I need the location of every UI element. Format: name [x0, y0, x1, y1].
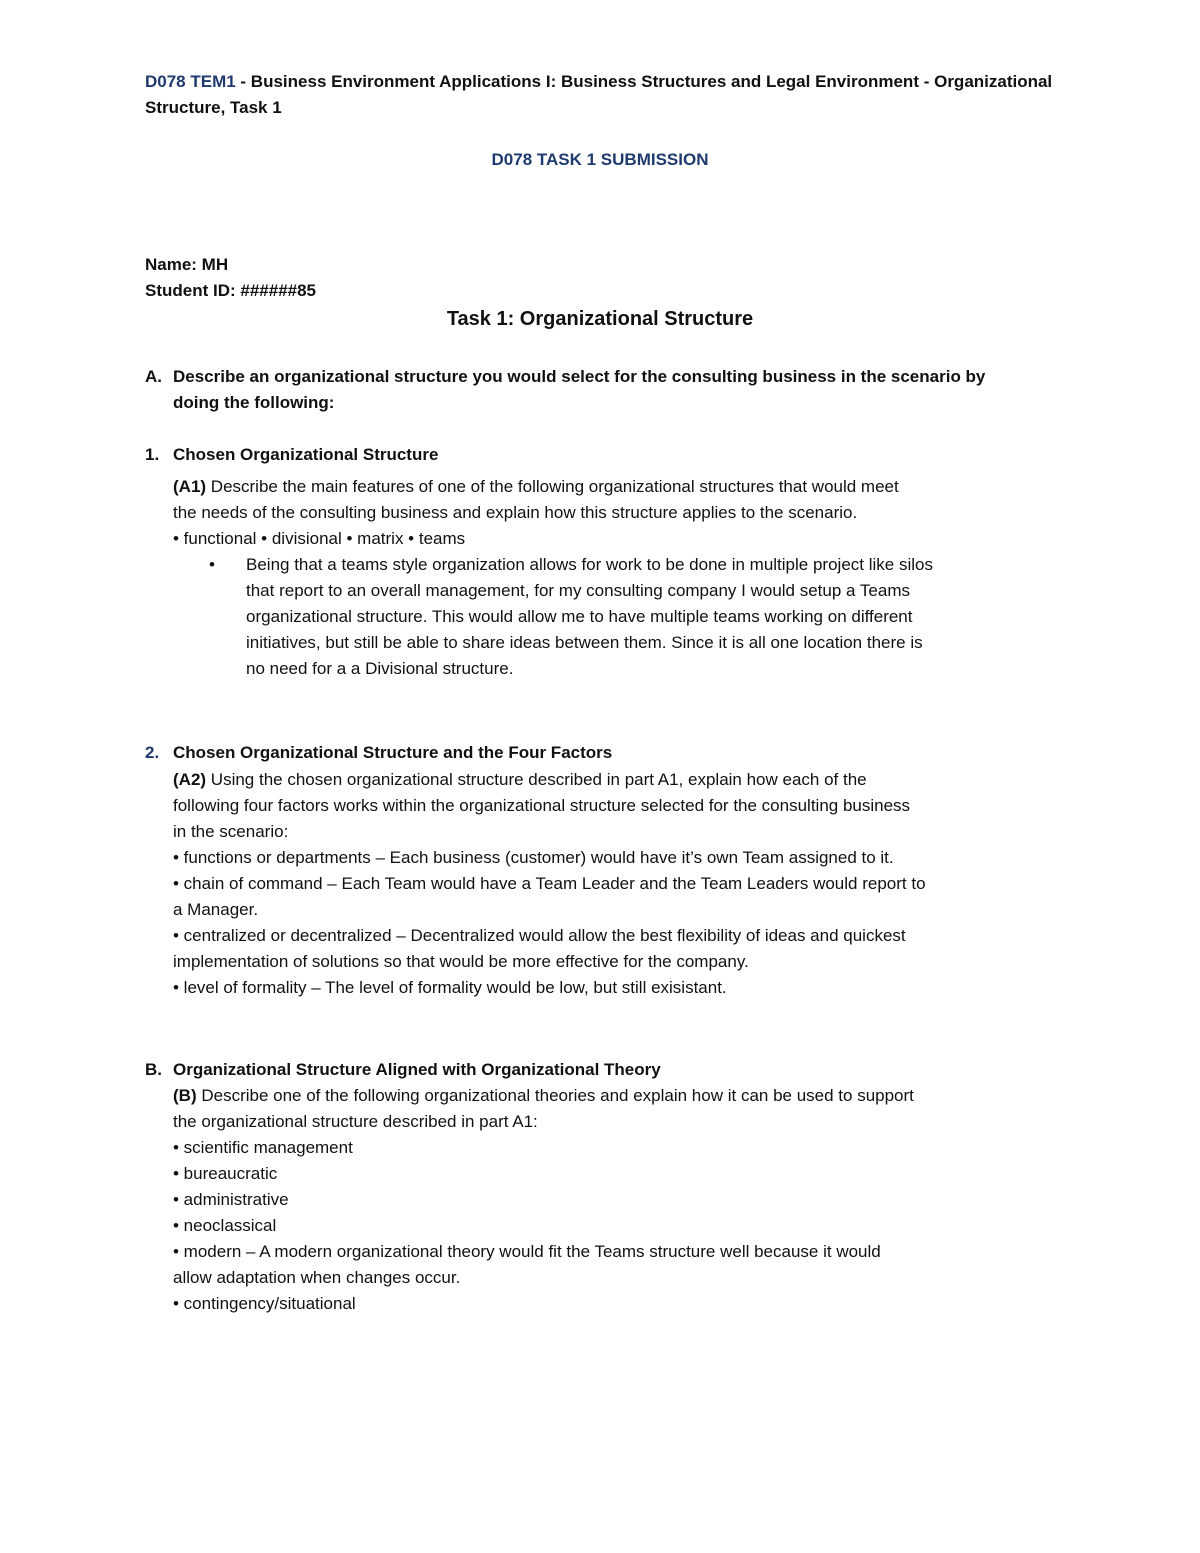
section-b-line: the organizational structure described in part A1:: [173, 1112, 538, 1131]
item-1-label: (A1): [173, 477, 207, 496]
course-code: D078 TEM1: [145, 72, 236, 91]
student-id: Student ID: ######85: [145, 281, 317, 300]
section-b-line: • bureaucratic: [173, 1164, 278, 1183]
answer-line: organizational structure. This would allow me to have multiple teams working on different: [246, 607, 913, 626]
item-2-heading: [145, 740, 612, 766]
section-b-label: (B): [173, 1086, 197, 1105]
item-1-marker: 1.: [145, 445, 160, 464]
section-a-prompt-line2: doing the following:: [173, 393, 335, 412]
item-1-answer: [246, 552, 933, 682]
student-name: Name: MH: [145, 255, 229, 274]
item-1-options: • functional • divisional • matrix • teams: [173, 529, 466, 548]
section-b-line: • modern – A modern organizational theory would fit the Teams structure well because it would: [173, 1242, 881, 1261]
answer-line: initiatives, but still be able to share ideas between them. Since it is all one location there is: [246, 633, 923, 652]
section-b-title: Organizational Structure Aligned with Organizational Theory: [173, 1060, 661, 1079]
item-2-label: (A2): [173, 770, 207, 789]
answer-line: that report to an overall management, for my consulting company I would setup a Teams: [246, 581, 910, 600]
section-b-line: allow adaptation when changes occur.: [173, 1268, 461, 1287]
item-2-body: [173, 767, 926, 1001]
item-2-line: • centralized or decentralized – Decentralized would allow the best flexibility of ideas and quickest: [173, 926, 906, 945]
section-b-line: • administrative: [173, 1190, 289, 1209]
section-a-prompt: Describe an organizational structure you would select for the consulting business in the scenario by: [173, 367, 986, 386]
item-1-answer-bullet: •: [209, 555, 215, 574]
item-2-line: Using the chosen organizational structure described in part A1, explain how each of the: [206, 770, 867, 789]
answer-line: Being that a teams style organization allows for work to be done in multiple project like silos: [246, 555, 933, 574]
item-2-line: • chain of command – Each Team would have a Team Leader and the Team Leaders would report to: [173, 874, 926, 893]
section-b-heading: [145, 1057, 661, 1083]
item-1-body: [173, 474, 899, 552]
course-title-line2: Structure, Task 1: [145, 98, 282, 117]
task-title: Task 1: Organizational Structure: [446, 308, 754, 330]
section-b-line: • neoclassical: [173, 1216, 277, 1235]
item-2-title: Chosen Organizational Structure and the Four Factors: [173, 743, 613, 762]
document-header: [145, 69, 1052, 121]
section-b-line: Describe one of the following organizational theories and explain how it can be used to support: [196, 1086, 914, 1105]
item-2-line: a Manager.: [173, 900, 259, 919]
section-b-marker: B.: [145, 1060, 162, 1079]
section-b-body: [173, 1083, 914, 1317]
student-info: [145, 252, 316, 304]
item-2-marker: 2.: [145, 743, 160, 762]
section-b-line: • scientific management: [173, 1138, 353, 1157]
item-2-line: following four factors works within the organizational structure selected for the consulting business: [173, 796, 911, 815]
item-1-prompt: Describe the main features of one of the following organizational structures that would meet: [206, 477, 899, 496]
answer-line: no need for a a Divisional structure.: [246, 659, 514, 678]
course-title: - Business Environment Applications I: Business Structures and Legal Environment - Organizational: [235, 72, 1053, 91]
item-2-line: • functions or departments – Each business (customer) would have it’s own Team assigned to it.: [173, 848, 894, 867]
section-a: [145, 364, 985, 416]
submission-title: D078 TASK 1 SUBMISSION: [491, 150, 709, 169]
item-2-line: implementation of solutions so that would be more effective for the company.: [173, 952, 749, 971]
section-b-line: • contingency/situational: [173, 1294, 356, 1313]
item-1-prompt-line2: the needs of the consulting business and explain how this structure applies to the scenario.: [173, 503, 858, 522]
item-2-line: • level of formality – The level of formality would be low, but still exisistant.: [173, 978, 727, 997]
item-1-title: Chosen Organizational Structure: [173, 445, 439, 464]
section-a-marker: A.: [145, 367, 162, 386]
item-1-heading: [145, 442, 438, 468]
item-2-line: in the scenario:: [173, 822, 289, 841]
